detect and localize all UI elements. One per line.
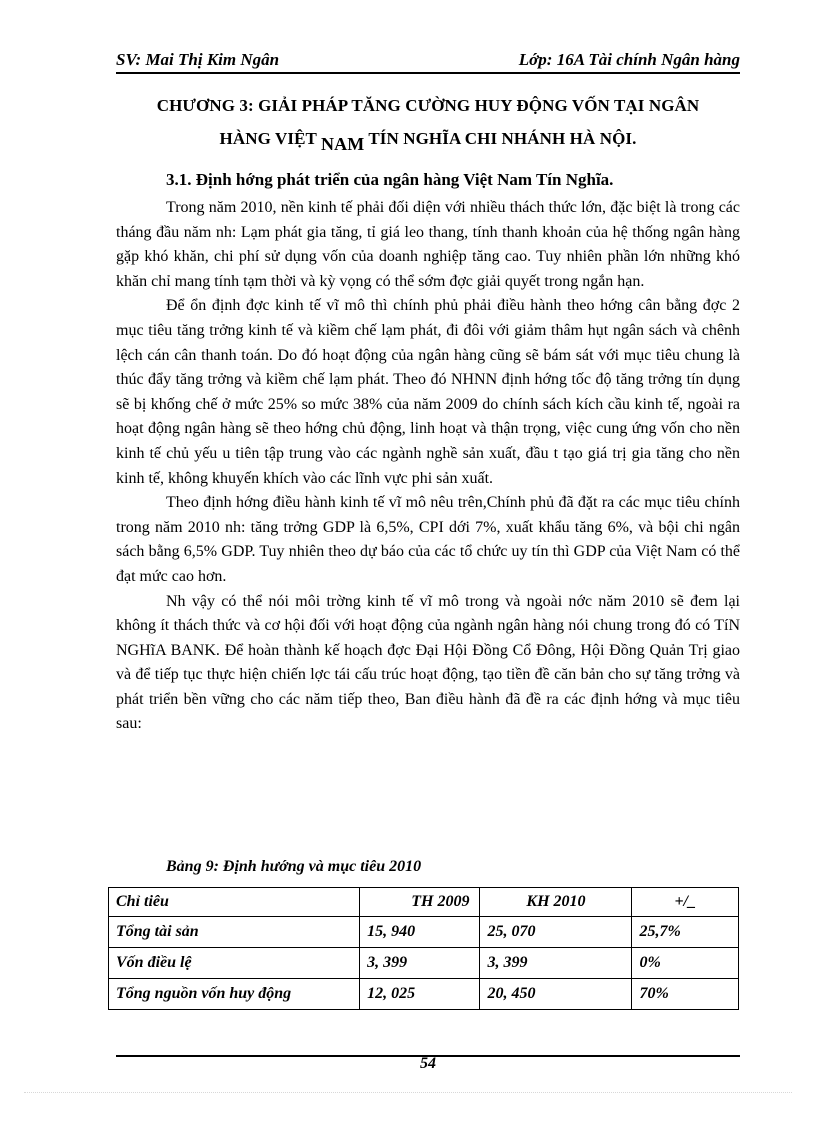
table-header-cell: KH 2010 — [480, 888, 632, 917]
table-cell: 0% — [632, 948, 739, 979]
table-cell: 3, 399 — [360, 948, 480, 979]
table-cell: 20, 450 — [480, 979, 632, 1010]
table-caption: Bảng 9: Định hướng và mục tiêu 2010 — [166, 858, 422, 875]
table-cell: 70% — [632, 979, 739, 1010]
paragraph-1: Trong năm 2010, nền kinh tế phải đối diện với nhiều thách thức lớn, đặc biệt là trong các tháng đầu năm nh: Lạm phát gia tăng, tỉ giá leo thang, tính thanh khoản của hệ thống ngân hàng gặp khó khăn, chi phí sử dụng vốn của doanh nghiệp tăng cao. Tuy nhiên phần lớn những khó khăn chỉ mang tính tạm thời và kỳ vọng có thể sớm đợc giải quyết trong ngắn hạn. — [116, 199, 740, 290]
paragraph-4: Nh vậy có thể nói môi trờng kinh tế vĩ mô trong và ngoài nớc năm 2010 sẽ đem lại không ít thách thức và cơ hội đối với hoạt động của ngành ngân hàng nói chung trong đó có TíN NGHĩA BANK. Để hoàn thành kế hoạch đợc Đại Hội Đồng Cổ Đông, Hội Đồng Quản Trị giao và để tiếp tục thực hiện chiến lợc tái cấu trúc hoạt động, tạo tiền đề căn bản cho sự tăng trởng và phát triển bền vững cho các năm tiếp theo, Ban điều hành đã đề ra các định hớng và mục tiêu sau: — [116, 592, 740, 733]
table-header-cell: Chỉ tiêu — [109, 888, 360, 917]
chapter-title-line-2 — [116, 128, 740, 154]
header-class: Lớp: 16A Tài chính Ngân hàng — [518, 50, 740, 69]
table-cell: 25, 070 — [480, 917, 632, 948]
table-row — [109, 917, 739, 948]
table-cell: 25,7% — [632, 917, 739, 948]
table-cell: 12, 025 — [360, 979, 480, 1010]
chapter-title-part-1: HÀNG VIỆT — [219, 129, 317, 148]
table-header-cell: +/_ — [632, 888, 739, 917]
paragraph-3: Theo định hớng điều hành kinh tế vĩ mô nêu trên,Chính phủ đã đặt ra các mục tiêu chính trong năm 2010 nh: tăng trởng GDP là 6,5%, CPI dới 7%, xuất khẩu tăng 6%, và bội chi ngân sách bằng 6,5% GDP. Tuy nhiên theo dự báo của các tổ chức uy tín thì GDP của Việt Nam có thể đạt mức cao hơn. — [116, 494, 740, 585]
page-number: 54 — [420, 1055, 436, 1072]
chapter-title-part-3: TÍN NGHĨA CHI NHÁNH HÀ NỘI. — [368, 129, 637, 148]
page-header — [116, 46, 740, 74]
table-header-row — [109, 888, 739, 917]
table-cell: Tổng nguồn vốn huy động — [109, 979, 360, 1010]
table-cell: Vốn điều lệ — [109, 948, 360, 979]
table-cell: 3, 399 — [480, 948, 632, 979]
table-cell: Tổng tài sản — [109, 917, 360, 948]
table-header-cell: TH 2009 — [360, 888, 480, 917]
header-student-name: SV: Mai Thị Kim Ngân — [116, 50, 280, 69]
table-row — [109, 948, 739, 979]
table-row — [109, 979, 739, 1010]
header-rule — [116, 72, 740, 74]
table-cell: 15, 940 — [360, 917, 480, 948]
chapter-title-part-2: NAM — [321, 134, 365, 154]
section-title: 3.1. Định hớng phát triển của ngân hàng Việt Nam Tín Nghĩa. — [166, 170, 614, 189]
chapter-title-line-1: CHƯƠNG 3: GIẢI PHÁP TĂNG CƯỜNG HUY ĐỘNG VỐN TẠI NGÂN — [156, 96, 700, 115]
targets-table — [108, 887, 739, 1010]
paragraph-2: Để ổn định đợc kinh tế vĩ mô thì chính phủ phải điều hành theo hớng cân bằng đợc 2 mục tiêu tăng trởng kinh tế và kiềm chế lạm phát, đi đôi với giảm thâm hụt ngân sách và chênh lệch cán cân thanh toán. Do đó hoạt động của ngân hàng cũng sẽ bám sát với mục tiêu chung là thúc đẩy tăng trởng và kiềm chế lạm phát. Theo đó NHNN định hớng tốc độ tăng trởng tín dụng sẽ bị khống chế ở mức 25% so mức 38% của năm 2009 do chính sách kích cầu kinh tế, ngoài ra hoạt động ngân hàng sẽ theo hớng chủ động, linh hoạt và thận trọng, việc cung ứng vốn cho nền kinh tế chủ yếu u tiên tập trung vào các ngành nghề sản xuất, đầu t tạo giá trị gia tăng cho nền kinh tế, không khuyến khích vào các lĩnh vực phi sản xuất. — [116, 297, 740, 487]
page-edge-dotted-line — [24, 1092, 792, 1093]
body-text — [116, 196, 740, 737]
